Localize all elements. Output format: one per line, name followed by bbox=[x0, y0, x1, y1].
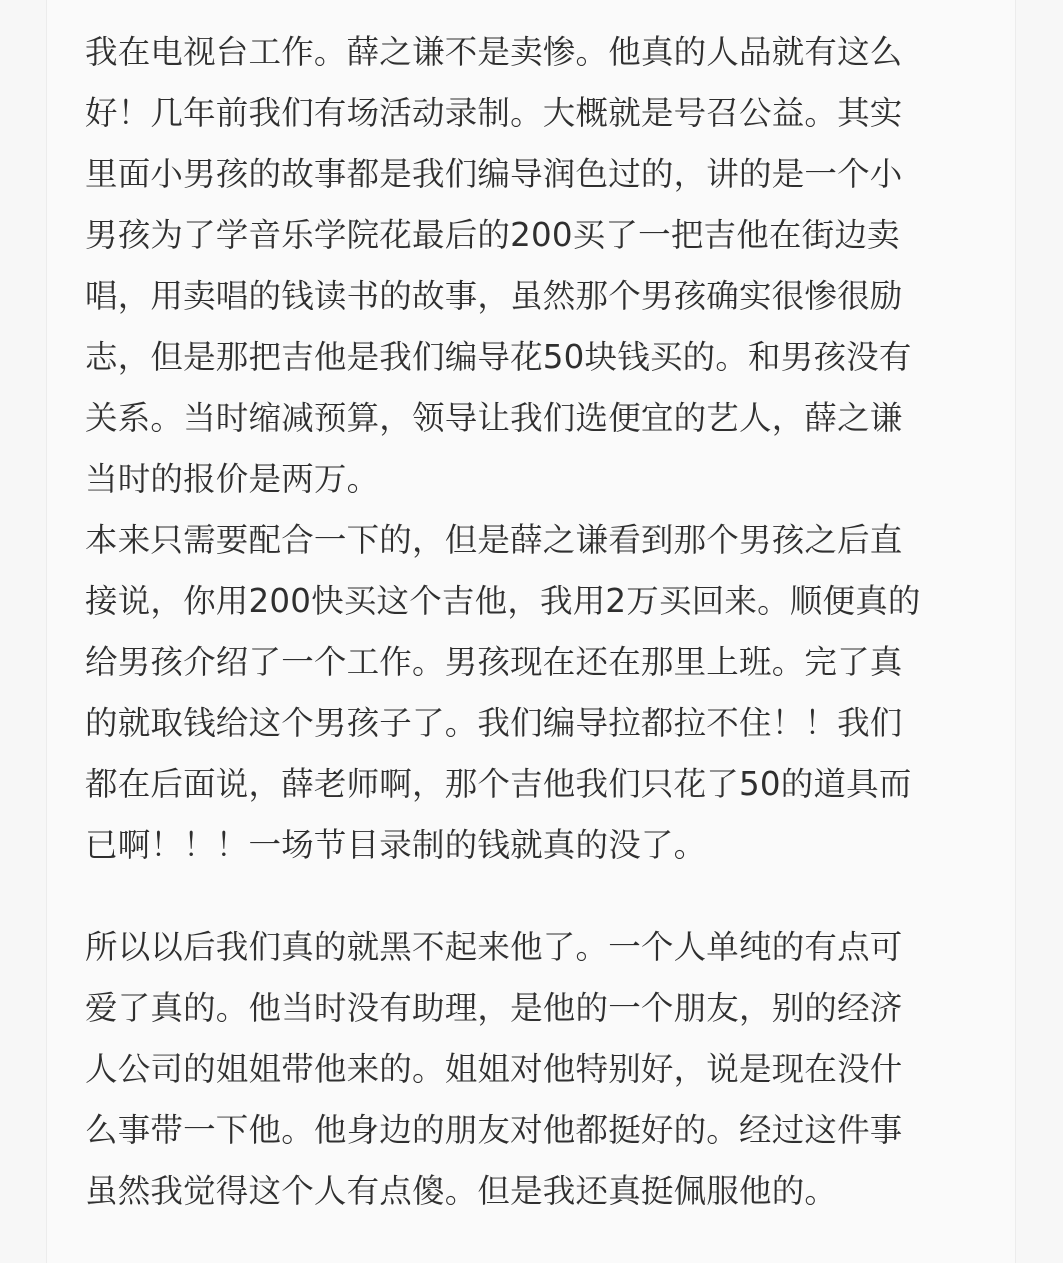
text-line: 本来只需要配合一下的，但是薛之谦看到那个男孩之后直 bbox=[85, 521, 903, 559]
text-line: 好！几年前我们有场活动录制。大概就是号召公益。其实 bbox=[85, 94, 903, 132]
text-line: 男孩为了学音乐学院花最后的200买了一把吉他在街边卖 bbox=[85, 216, 900, 254]
article-page bbox=[46, 0, 1016, 1263]
paragraph-2 bbox=[85, 917, 995, 1222]
text-line: 虽然我觉得这个人有点傻。但是我还真挺佩服他的。 bbox=[85, 1172, 838, 1210]
text-line: 当时的报价是两万。 bbox=[85, 460, 380, 498]
text-line: 志，但是那把吉他是我们编导花50块钱买的。和男孩没有 bbox=[85, 338, 912, 376]
text-line: 都在后面说，薛老师啊，那个吉他我们只花了50的道具而 bbox=[85, 765, 912, 803]
text-line: 给男孩介绍了一个工作。男孩现在还在那里上班。完了真 bbox=[85, 643, 903, 681]
text-line: 我在电视台工作。薛之谦不是卖惨。他真的人品就有这么 bbox=[85, 33, 903, 71]
text-line: 么事带一下他。他身边的朋友对他都挺好的。经过这件事 bbox=[85, 1111, 903, 1149]
text-line: 的就取钱给这个男孩子了。我们编导拉都拉不住！！我们 bbox=[85, 704, 903, 742]
text-line: 关系。当时缩减预算，领导让我们选便宜的艺人，薛之谦 bbox=[85, 399, 903, 437]
text-line: 爱了真的。他当时没有助理，是他的一个朋友，别的经济 bbox=[85, 989, 903, 1027]
text-line: 唱，用卖唱的钱读书的故事，虽然那个男孩确实很惨很励 bbox=[85, 277, 903, 315]
text-line: 已啊！！！一场节目录制的钱就真的没了。 bbox=[85, 826, 707, 864]
paragraph-1 bbox=[85, 22, 995, 876]
text-line: 所以以后我们真的就黑不起来他了。一个人单纯的有点可 bbox=[85, 928, 903, 966]
text-line: 里面小男孩的故事都是我们编导润色过的，讲的是一个小 bbox=[85, 155, 903, 193]
text-line: 人公司的姐姐带他来的。姐姐对他特别好，说是现在没什 bbox=[85, 1050, 903, 1088]
text-line: 接说，你用200快买这个吉他，我用2万买回来。顺便真的 bbox=[85, 582, 921, 620]
